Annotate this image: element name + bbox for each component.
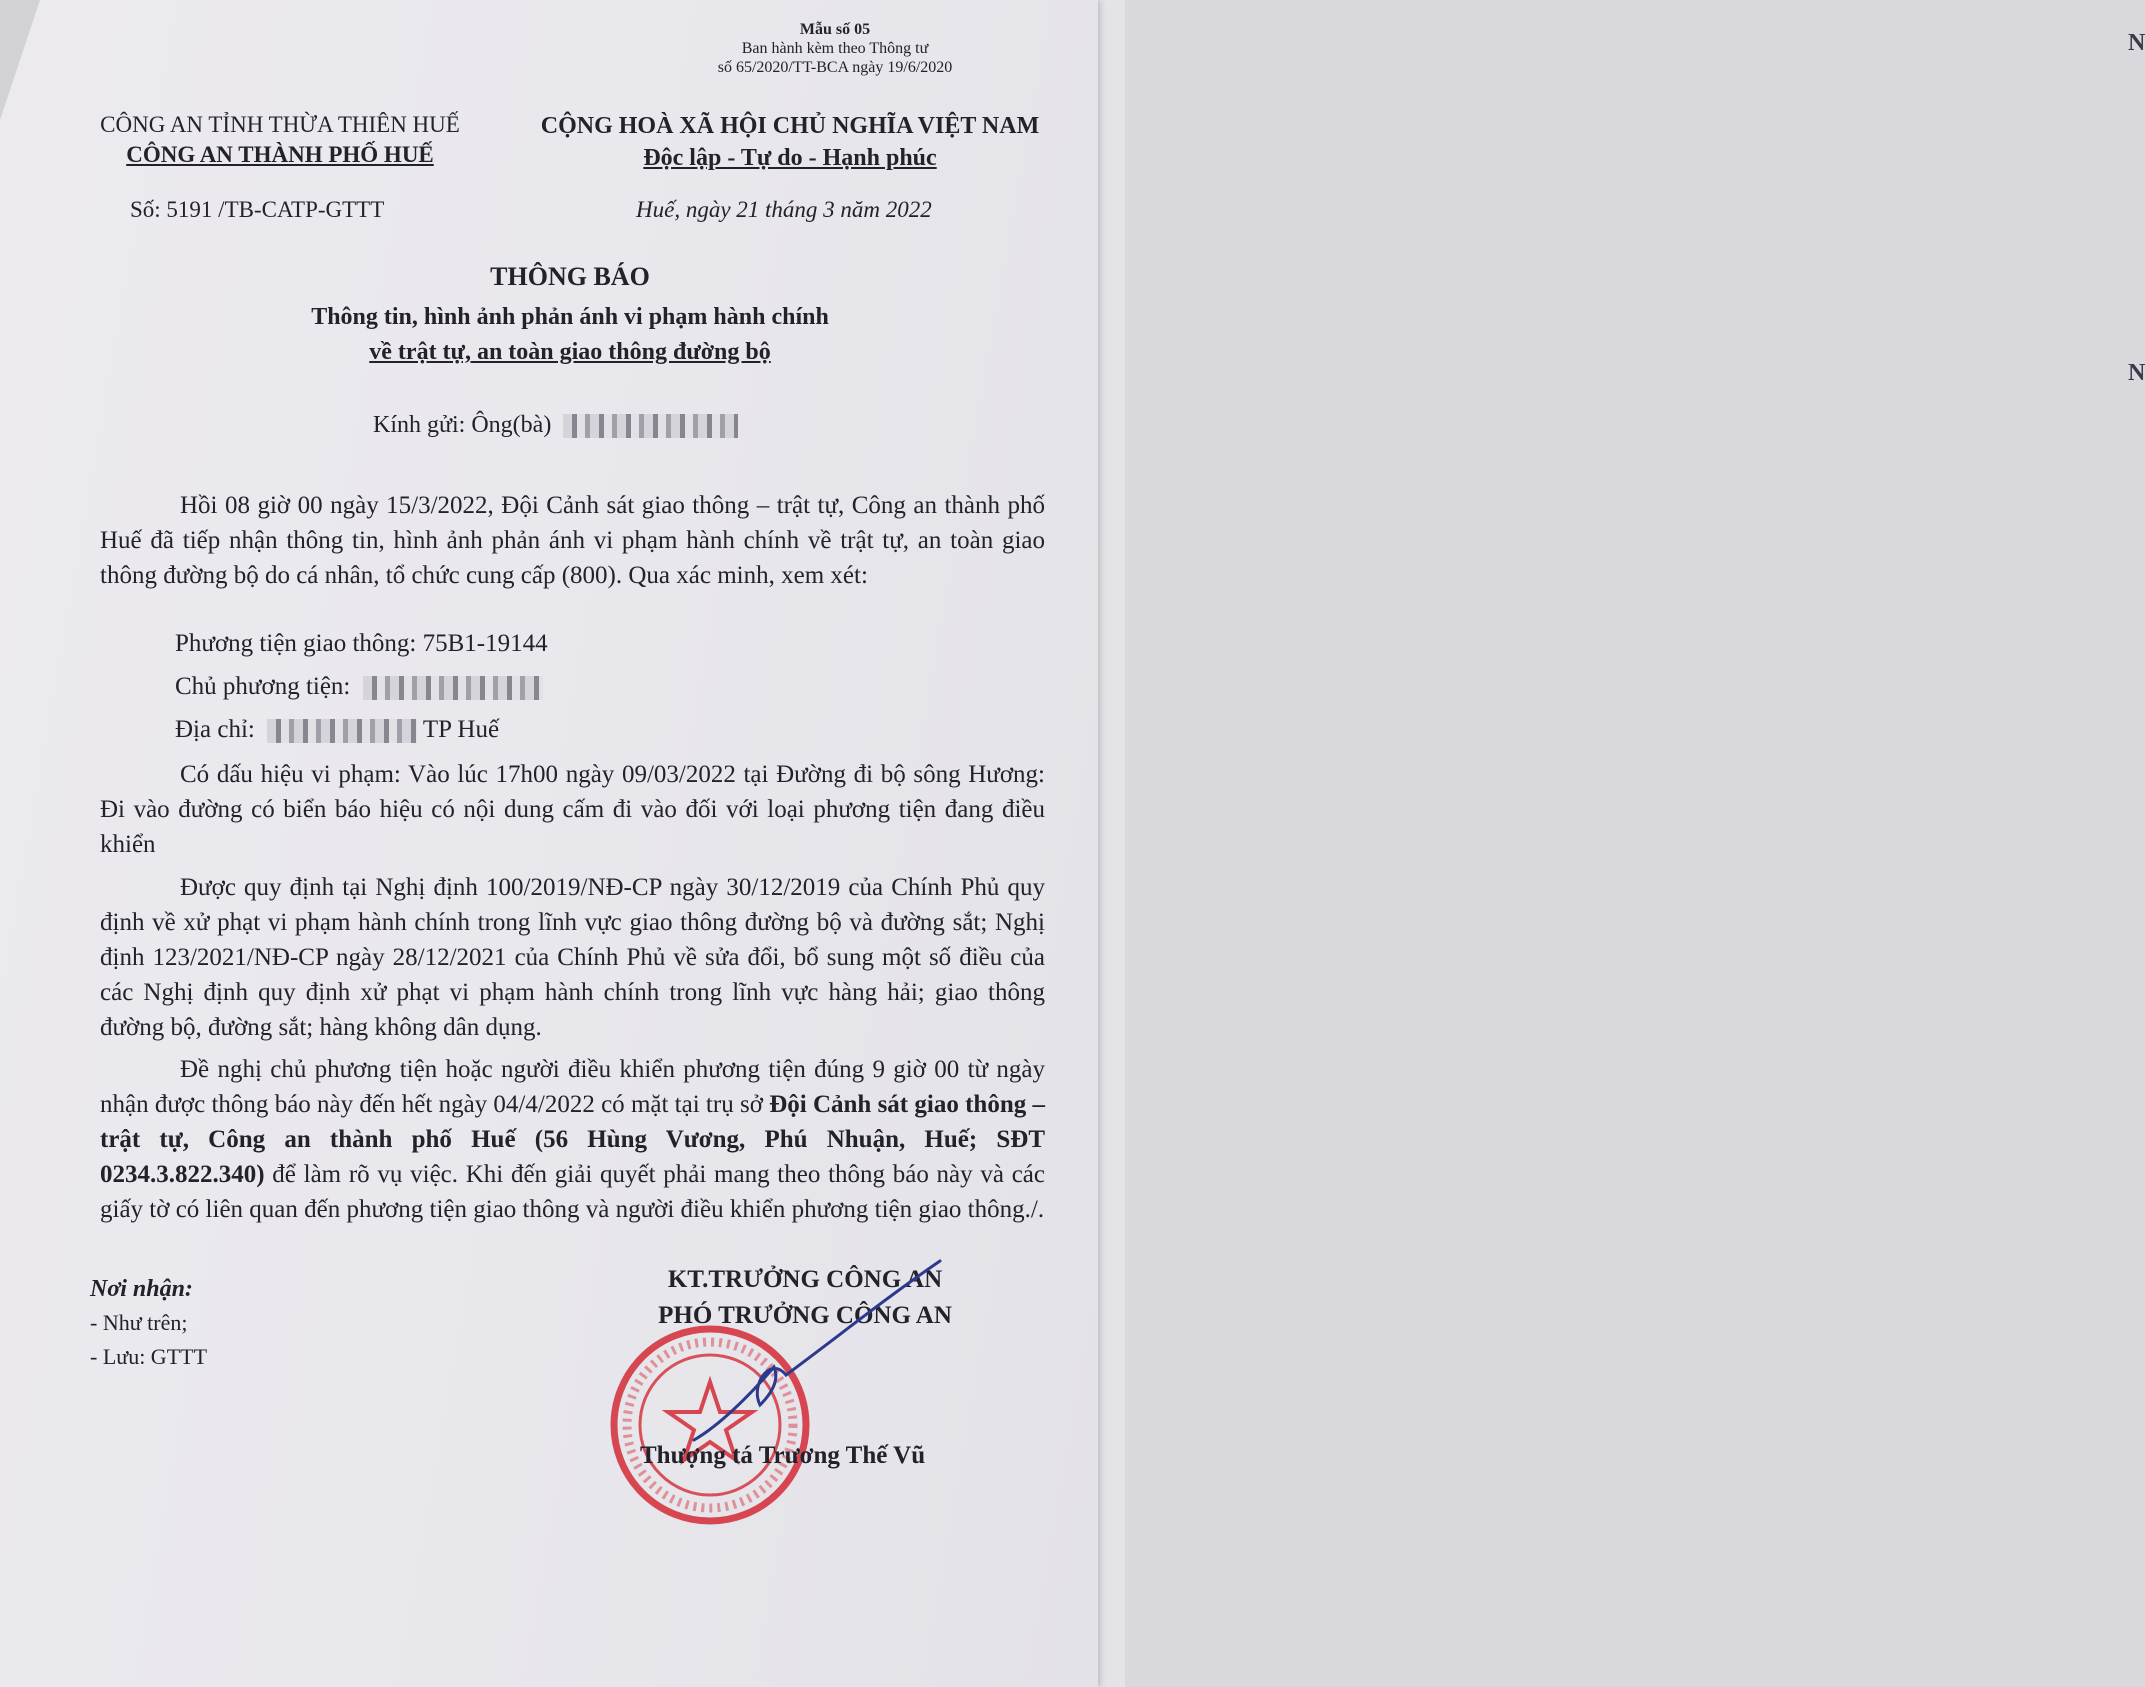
document-title: THÔNG BÁO [490,262,650,291]
owner-line [175,673,543,701]
request-office-address: Đội Cảnh sát giao thông – trật tự, Công an thành phố Huế (56 Hùng Vương, Phú Nhuận, Huế; SĐT 0234.3.822.340) [100,1091,1045,1188]
subtitle-line1: Thông tin, hình ảnh phản ánh vi phạm hành chính [311,304,829,330]
recipients-heading: Nơi nhận: [90,1276,193,1302]
regulation-text: Được quy định tại Nghị định 100/2019/NĐ-CP ngày 30/12/2019 của Chính Phủ quy định về xử phạt vi phạm hành chính trong lĩnh vực giao thông đường bộ và đường sắt; Nghị định 123/2021/NĐ-CP ngày 28/12/2021 của Chính Phủ về sửa đổi, bổ sung một số điều của các Nghị định quy định xử phạt vi phạm hành chính trong lĩnh vực hàng hải; giao thông đường bộ, đường sắt; hàng không dân dụng. [100,874,1045,1041]
violation-paragraph [100,757,1045,862]
page-corner-fold [0,0,40,120]
vehicle-line: Phương tiện giao thông: 75B1-19144 [175,630,548,657]
form-issued-line2: số 65/2020/TT-BCA ngày 19/6/2020 [717,59,953,76]
intro-paragraph [100,488,1045,593]
signer-title-line2: PHÓ TRƯỞNG CÔNG AN [658,1302,952,1329]
org-line1: CÔNG AN TỈNH THỪA THIÊN HUẾ [100,112,460,137]
request-text-start: Đề nghị chủ phương tiện hoặc người điều khiển phương tiện đúng 9 giờ 00 từ ngày nhận được thông báo này đến hết ngày 04/4/2022 có mặt tại trụ sở [100,1056,1045,1118]
redacted-owner-name [363,676,543,700]
owner-label: Chủ phương tiện: [175,673,351,700]
document-number: Số: 5191 /TB-CATP-GTTT [130,197,385,222]
form-issued-line1: Ban hành kèm theo Thông tư [741,40,929,57]
document-subtitle [170,300,970,370]
nation-line1: CỘNG HOÀ XÃ HỘI CHỦ NGHĨA VIỆT NAM [540,113,1040,139]
address-line [175,716,499,744]
nation-motto: Độc lập - Tự do - Hạnh phúc [643,145,937,171]
issuing-organization [60,110,500,170]
recipient-item: - Như trên; [90,1310,188,1335]
handwritten-signature [690,1255,950,1445]
redacted-address [267,719,417,743]
greeting-label: Kính gửi: Ông(bà) [373,412,552,438]
form-number-block [660,20,1010,77]
intro-text: Hồi 08 giờ 00 ngày 15/3/2022, Đội Cảnh sát giao thông – trật tự, Công an thành phố Huế đã tiếp nhận thông tin, hình ảnh phản ánh vi phạm hành chính về trật tự, an toàn giao thông đường bộ do cá nhân, tổ chức cung cấp (800). Qua xác minh, xem xét: [100,492,1045,589]
signer-name: Thượng tá Trương Thế Vũ [640,1442,926,1469]
recipients-block [90,1272,207,1374]
regulation-paragraph [100,870,1045,1045]
violation-text: Có dấu hiệu vi phạm: Vào lúc 17h00 ngày 09/03/2022 tại Đường đi bộ sông Hương: Đi vào đường có biển báo hiệu có nội dung cấm đi vào đối với loại phương tiện đang điều khiển [100,761,1045,858]
greeting-line [373,412,738,439]
request-text-end: để làm rõ vụ việc. Khi đến giải quyết phải mang theo thông báo này và các giấy tờ có liên quan đến phương tiện giao thông và người điều khiển phương tiện giao thông./. [100,1161,1045,1223]
recipient-item: - Lưu: GTTT [90,1344,208,1369]
underlying-sheet-fragment: N [2128,30,2145,56]
address-label: Địa chỉ: [175,716,255,743]
document-date: Huế, ngày 21 tháng 3 năm 2022 [636,197,932,222]
national-header [520,110,1060,174]
subtitle-line2: về trật tự, an toàn giao thông đường bộ [369,339,771,365]
signer-title-line1: KT.TRƯỞNG CÔNG AN [667,1266,943,1293]
form-number: Mẫu số 05 [799,21,871,38]
org-line2: CÔNG AN THÀNH PHỐ HUẾ [126,142,434,167]
request-paragraph [100,1052,1045,1227]
redacted-recipient-name [563,414,738,438]
address-city: TP Huế [422,716,500,743]
underlying-sheet-fragment: N [2128,360,2145,386]
